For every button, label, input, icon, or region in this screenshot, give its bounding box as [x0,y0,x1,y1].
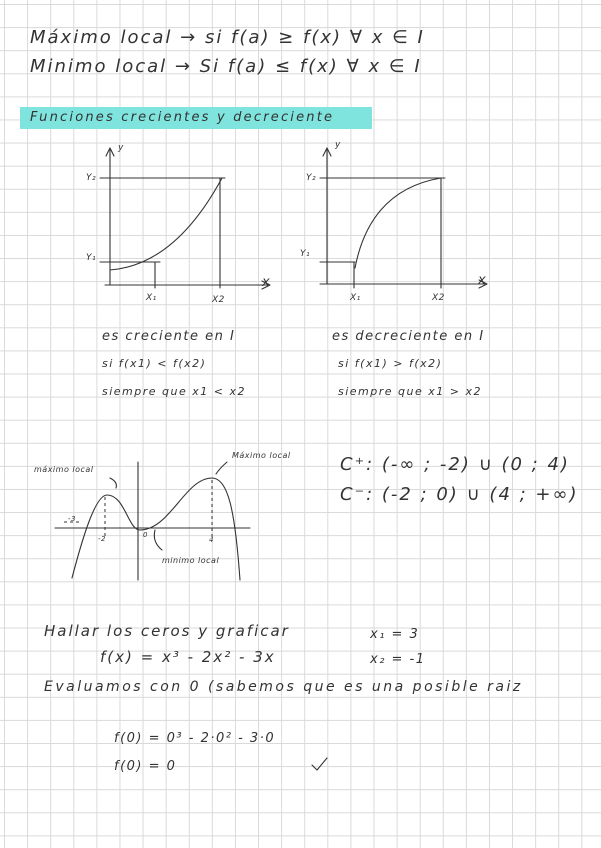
local-max-definition: Máximo local → si f(a) ≥ f(x) ∀ x ∈ I [30,27,425,48]
local-max-right-label: Máximo local [232,451,291,460]
decreasing-line-1: es decreciente en I [332,329,485,344]
local-max-left-label: máximo local [34,465,94,474]
calc-line-1: f(0) = 0³ - 2·0² - 3·0 [114,731,276,746]
evaluate-line: Evaluamos con 0 (sabemos que es una posible raiz [44,679,523,695]
inc-x2-label: X2 [212,295,225,305]
dec-y2-label: Y₂ [306,173,317,183]
increasing-curve [110,178,222,270]
inc-x1-label: X₁ [146,293,157,303]
inc-y2-label: Y₂ [86,173,97,183]
decreasing-line-3: siempre que x1 > x2 [338,385,482,398]
section-heading: Funciones crecientes y decreciente [30,110,335,125]
tick-neg2: -2 [98,535,106,543]
increasing-line-3: siempre que x1 < x2 [102,385,246,398]
tick-neg3: -3 [68,515,76,523]
positive-intervals: C⁺: (-∞ ; -2) ∪ (0 ; 4) [340,454,570,475]
inc-y1-label: Y₁ [86,253,97,263]
check-mark [312,758,327,770]
root-1: x₁ = 3 [370,627,420,642]
inc-y-axis-label: y [118,143,124,153]
graph-increasing [100,148,270,289]
local-min-definition: Minimo local → Si f(a) ≤ f(x) ∀ x ∈ I [30,56,422,77]
exercise-title: Hallar los ceros y graficar [44,622,290,640]
tick-4: 4 [209,536,214,544]
tick-zero: 0 [143,531,148,539]
decreasing-line-2: si f(x1) > f(x2) [338,357,443,370]
concave-curve [355,178,441,268]
dec-x1-label: X₁ [350,293,361,303]
negative-intervals: C⁻: (-2 ; 0) ∪ (4 ; +∞) [340,484,579,505]
dec-x2-label: X2 [432,293,445,303]
local-min-label: minimo local [162,556,220,565]
calc-line-2: f(0) = 0 [114,759,177,774]
dec-y-axis-label: y [335,140,341,150]
dec-y1-label: Y₁ [300,249,311,259]
increasing-line-1: es creciente en I [102,329,236,344]
increasing-line-2: si f(x1) < f(x2) [102,357,207,370]
dec-x-axis-label: x [478,273,488,288]
graph-local-extrema [55,462,250,580]
inc-x-axis-label: x [262,275,272,290]
check-text [296,756,298,757]
root-2: x₂ = -1 [370,652,426,667]
exercise-function: f(x) = x³ - 2x² - 3x [100,648,276,666]
graph-decreasing [320,148,487,288]
